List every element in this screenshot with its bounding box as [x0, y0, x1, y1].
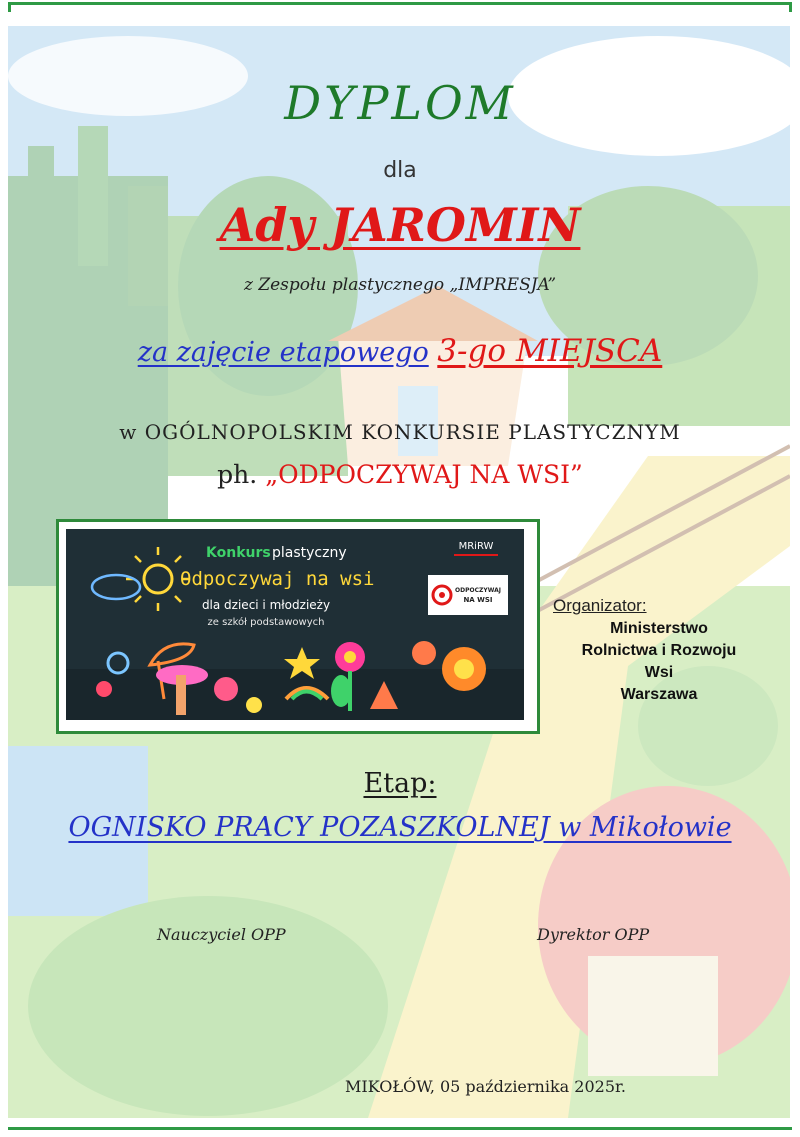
theme-line	[0, 460, 800, 489]
group-line: z Zespołu plastycznego „IMPRESJA”	[243, 275, 557, 295]
banner-plastyczny: plastyczny	[272, 545, 347, 561]
banner-line1: dla dzieci i młodzieży	[201, 598, 331, 612]
organizer-name	[545, 618, 773, 706]
top-left-corner	[8, 2, 11, 12]
theme-prefix: ph.	[217, 460, 258, 489]
place-date: MIKOŁÓW, 05 października 2025r.	[345, 1077, 626, 1096]
award-line	[0, 333, 800, 369]
bottom-border	[8, 1127, 792, 1130]
odpoczywaj-badge	[428, 575, 508, 615]
award-prefix: za zajęcie etapowego	[137, 337, 429, 368]
director-signature-label: Dyrektor OPP	[537, 925, 650, 944]
ministry-logo-text: MRiRW	[458, 541, 494, 552]
recipient-name: Ady JAROMIN	[219, 198, 581, 252]
badge-line2: NA WSI	[463, 596, 493, 604]
banner-headline: Odpoczywaj na wsi	[180, 568, 375, 590]
organizer-label: Organizator:	[553, 596, 647, 615]
organizer-line: Wsi	[644, 664, 674, 681]
teacher-signature-label: Nauczyciel OPP	[157, 925, 286, 944]
badge-line1: ODPOCZYWAJ	[455, 587, 501, 594]
top-border	[8, 2, 792, 5]
banner-line2: ze szkół podstawowych	[207, 617, 325, 628]
stage-name: OGNISKO PRACY POZASZKOLNEJ w Mikołowie	[68, 812, 732, 843]
organizer-line: Warszawa	[620, 686, 698, 703]
organizer-line: Rolnictwa i Rozwoju	[581, 642, 737, 659]
contest-line: w OGÓLNOPOLSKIM KONKURSIE PLASTYCZNYM	[119, 420, 681, 444]
diploma-title: DYPLOM	[284, 76, 516, 130]
for-word: dla	[383, 158, 417, 183]
top-right-corner	[789, 2, 792, 12]
theme-name: „ODPOCZYWAJ NA WSI”	[265, 460, 583, 489]
organizer-line: Ministerstwo	[610, 620, 708, 637]
contest-banner	[66, 529, 524, 720]
banner-konkurs: Konkurs	[206, 545, 271, 561]
stage-label: Etap:	[363, 768, 437, 799]
award-place: 3-go MIEJSCA	[437, 333, 663, 369]
